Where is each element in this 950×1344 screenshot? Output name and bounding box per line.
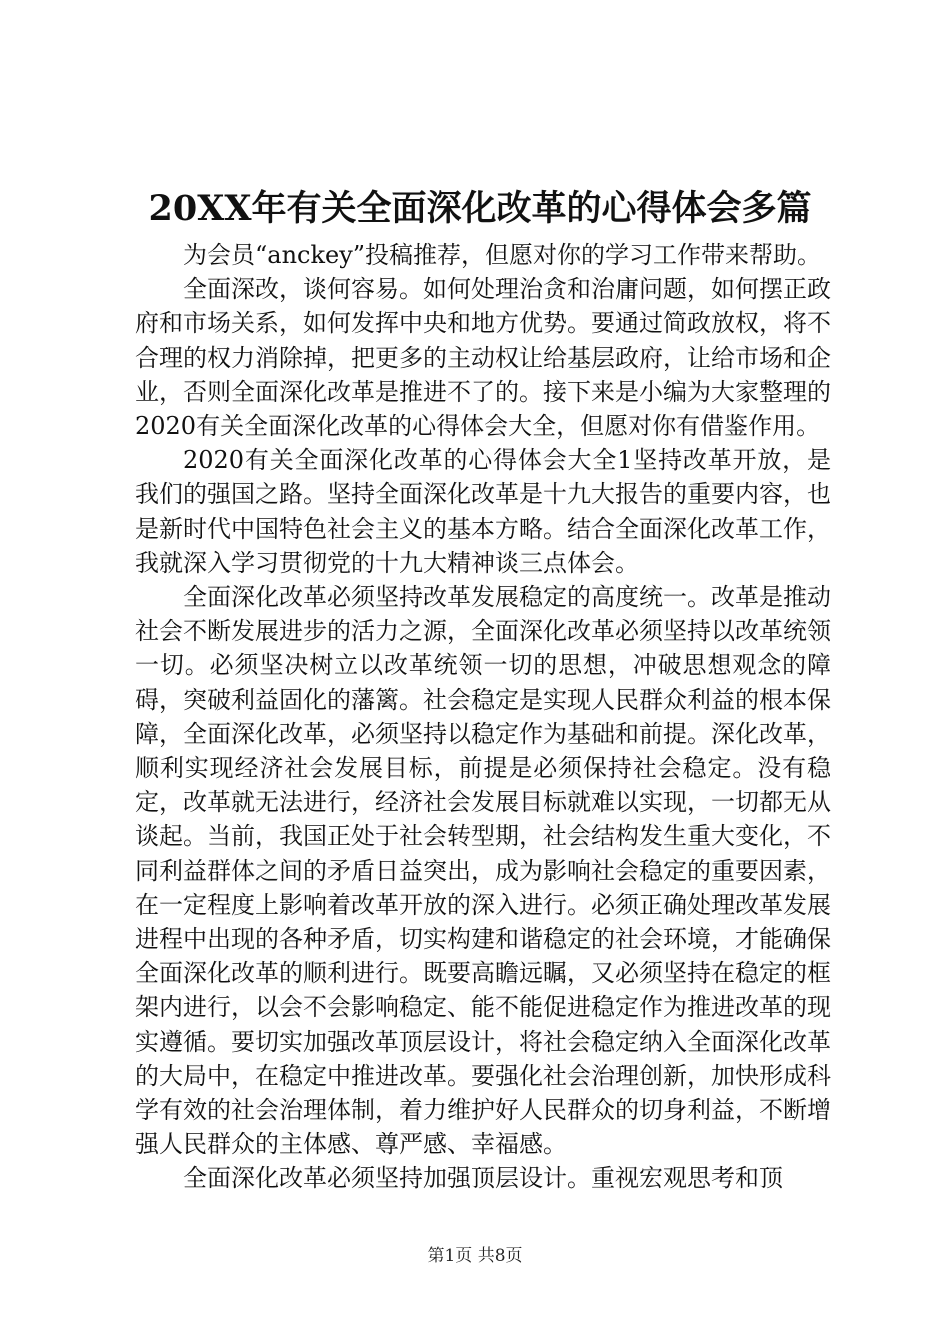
document-body — [135, 238, 831, 1196]
paragraph: 2020有关全面深化改革的心得体会大全1坚持改革开放，是我们的强国之路。坚持全面深化改革是十九大报告的重要内容，也是新时代中国特色社会主义的基本方略。结合全面深化改革工作，我就深入学习贯彻党的十九大精神谈三点体会。 — [135, 446, 831, 577]
paragraph: 全面深改，谈何容易。如何处理治贪和治庸问题，如何摆正政府和市场关系，如何发挥中央和地方优势。要通过简政放权，将不合理的权力消除掉，把更多的主动权让给基层政府，让给市场和企业，否则全面深化改革是推进不了的。接下来是小编为大家整理的2020有关全面深化改革的心得体会大全，但愿对你有借鉴作用。 — [135, 275, 831, 441]
paragraph: 全面深化改革必须坚持加强顶层设计。重视宏观思考和顶 — [183, 1164, 783, 1193]
document-title: 20XX年有关全面深化改革的心得体会多篇 — [148, 188, 812, 229]
paragraph: 全面深化改革必须坚持改革发展稳定的高度统一。改革是推动社会不断发展进步的活力之源，全面深化改革必须坚持以改革统领一切。必须坚决树立以改革统领一切的思想，冲破思想观念的障碍，突破利益固化的藩篱。社会稳定是实现人民群众利益的根本保障，全面深化改革，必须坚持以稳定作为基础和前提。深化改革，顺利实现经济社会发展目标，前提是必须保持社会稳定。没有稳定，改革就无法进行，经济社会发展目标就难以实现，一切都无从谈起。当前，我国正处于社会转型期，社会结构发生重大变化，不同利益群体之间的矛盾日益突出，成为影响社会稳定的重要因素，在一定程度上影响着改革开放的深入进行。必须正确处理改革发展进程中出现的各种矛盾，切实构建和谐稳定的社会环境，才能确保全面深化改革的顺利进行。既要高瞻远瞩，又必须坚持在稳定的框架内进行，以会不会影响稳定、能不能促进稳定作为推进改革的现实遵循。要切实加强改革顶层设计，将社会稳定纳入全面深化改革的大局中，在稳定中推进改革。要强化社会治理创新，加快形成科学有效的社会治理体制，着力维护好人民群众的切身利益，不断增强人民群众的主体感、尊严感、幸福感。 — [135, 583, 831, 1159]
page-footer: 第1页 共8页 — [427, 1246, 523, 1266]
paragraph: 为会员“anckey”投稿推荐，但愿对你的学习工作带来帮助。 — [183, 241, 822, 269]
